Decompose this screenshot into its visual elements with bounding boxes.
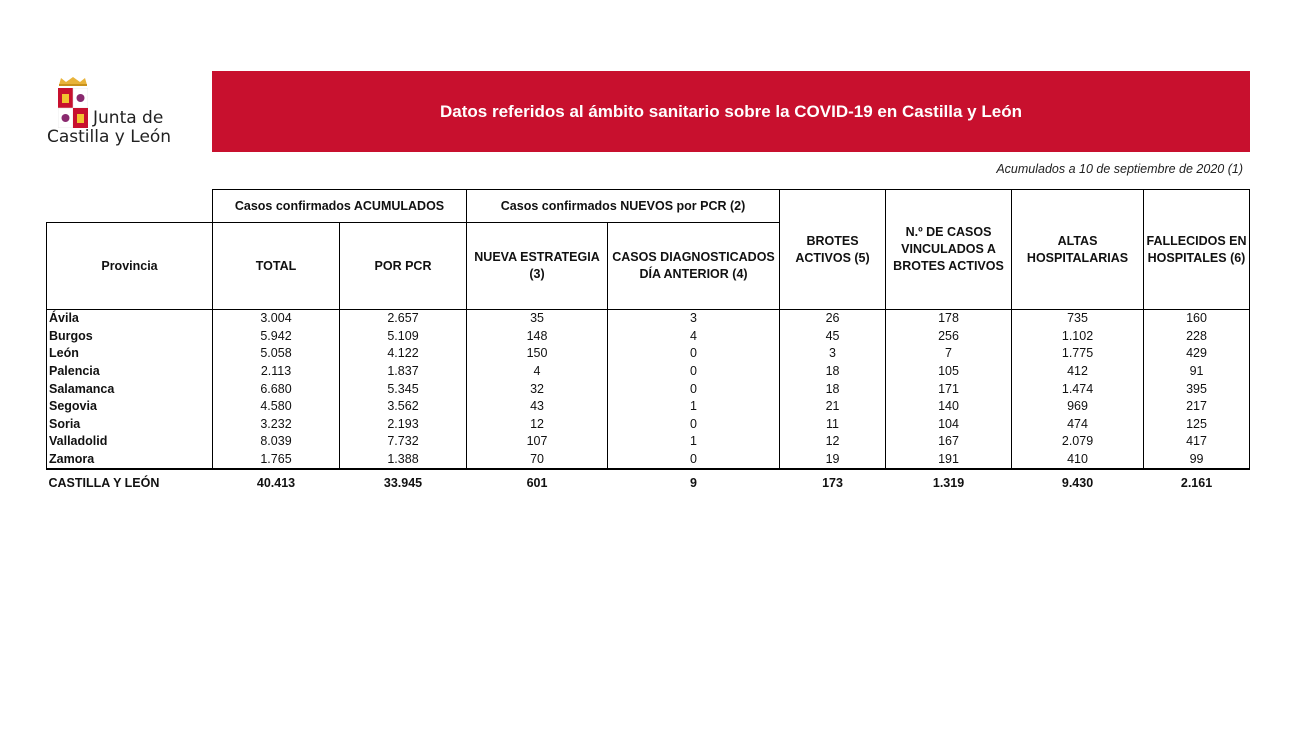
table-cell: 2.113 [213, 363, 340, 381]
total-cell: 33.945 [340, 469, 467, 495]
table-cell: 21 [780, 398, 886, 416]
table-row [47, 380, 1250, 398]
table-cell: 125 [1144, 416, 1250, 434]
total-row [47, 469, 1250, 495]
table-cell: 474 [1012, 416, 1144, 434]
table-cell: 1.765 [213, 451, 340, 470]
table-cell: 5.345 [340, 380, 467, 398]
total-cell: 2.161 [1144, 469, 1250, 495]
table-cell: 4.580 [213, 398, 340, 416]
table-cell: 3.004 [213, 310, 340, 328]
table-cell: 7 [886, 345, 1012, 363]
table-cell: 3.562 [340, 398, 467, 416]
table-cell: 178 [886, 310, 1012, 328]
total-cell: 40.413 [213, 469, 340, 495]
table-cell: 3.232 [213, 416, 340, 434]
table-cell: 7.732 [340, 433, 467, 451]
table-cell: 8.039 [213, 433, 340, 451]
table-row [47, 345, 1250, 363]
table-cell: 167 [886, 433, 1012, 451]
table-cell: 4 [608, 328, 780, 346]
total-cell: 9 [608, 469, 780, 495]
group-header-nuevos: Casos confirmados NUEVOS por PCR (2) [467, 190, 780, 223]
province-name: Palencia [47, 363, 213, 381]
total-cell: 9.430 [1012, 469, 1144, 495]
table-cell: 148 [467, 328, 608, 346]
table-cell: 2.193 [340, 416, 467, 434]
table-cell: 1 [608, 433, 780, 451]
table-cell: 140 [886, 398, 1012, 416]
province-name: Valladolid [47, 433, 213, 451]
table-cell: 969 [1012, 398, 1144, 416]
province-name: Segovia [47, 398, 213, 416]
table-cell: 4.122 [340, 345, 467, 363]
col-header-fallecidos: FALLECIDOS EN HOSPITALES (6) [1144, 190, 1250, 310]
table-cell: 70 [467, 451, 608, 470]
table-cell: 2.079 [1012, 433, 1144, 451]
page-title: Datos referidos al ámbito sanitario sobre la COVID-19 en Castilla y León [440, 101, 1022, 121]
total-cell: 1.319 [886, 469, 1012, 495]
table-cell: 104 [886, 416, 1012, 434]
table-cell: 3 [608, 310, 780, 328]
col-header-altas: ALTAS HOSPITALARIAS [1012, 190, 1144, 310]
total-cell: 601 [467, 469, 608, 495]
table-row [47, 310, 1250, 328]
table-cell: 99 [1144, 451, 1250, 470]
table-cell: 12 [467, 416, 608, 434]
table-row [47, 328, 1250, 346]
table-cell: 2.657 [340, 310, 467, 328]
table-cell: 5.109 [340, 328, 467, 346]
table-cell: 735 [1012, 310, 1144, 328]
total-label: CASTILLA Y LEÓN [47, 469, 213, 495]
table-cell: 429 [1144, 345, 1250, 363]
table-cell: 417 [1144, 433, 1250, 451]
table-cell: 32 [467, 380, 608, 398]
table-cell: 1.775 [1012, 345, 1144, 363]
table-cell: 19 [780, 451, 886, 470]
table-cell: 18 [780, 363, 886, 381]
table-cell: 105 [886, 363, 1012, 381]
col-header-total: TOTAL [213, 223, 340, 310]
covid-data-table [46, 189, 1250, 495]
total-cell: 173 [780, 469, 886, 495]
col-header-brotes: BROTES ACTIVOS (5) [780, 190, 886, 310]
table-cell: 107 [467, 433, 608, 451]
table-cell: 0 [608, 345, 780, 363]
table-cell: 3 [780, 345, 886, 363]
table-cell: 410 [1012, 451, 1144, 470]
province-name: León [47, 345, 213, 363]
table-cell: 1.102 [1012, 328, 1144, 346]
logo-text-line1: Junta de [93, 108, 164, 128]
table-cell: 217 [1144, 398, 1250, 416]
table-cell: 0 [608, 380, 780, 398]
province-name: Zamora [47, 451, 213, 470]
table-row [47, 451, 1250, 470]
table-cell: 412 [1012, 363, 1144, 381]
table-cell: 5.058 [213, 345, 340, 363]
table-cell: 5.942 [213, 328, 340, 346]
table-cell: 18 [780, 380, 886, 398]
table-cell: 35 [467, 310, 608, 328]
table-cell: 191 [886, 451, 1012, 470]
col-header-por-pcr: POR PCR [340, 223, 467, 310]
table-cell: 0 [608, 363, 780, 381]
table-cell: 11 [780, 416, 886, 434]
table-cell: 26 [780, 310, 886, 328]
crown-icon [58, 76, 88, 86]
table-cell: 4 [467, 363, 608, 381]
table-cell: 45 [780, 328, 886, 346]
table-cell: 12 [780, 433, 886, 451]
province-name: Soria [47, 416, 213, 434]
table-cell: 1.837 [340, 363, 467, 381]
table-cell: 1.388 [340, 451, 467, 470]
table-row [47, 398, 1250, 416]
title-banner [212, 71, 1250, 152]
col-header-dia-anterior: CASOS DIAGNOSTICADOS DÍA ANTERIOR (4) [608, 223, 780, 310]
col-header-nueva-estrategia: NUEVA ESTRATEGIA (3) [467, 223, 608, 310]
table-cell: 0 [608, 416, 780, 434]
col-header-casos-vinculados: N.º DE CASOS VINCULADOS A BROTES ACTIVOS [886, 190, 1012, 310]
col-header-provincia: Provincia [47, 223, 213, 310]
table-cell: 43 [467, 398, 608, 416]
table-cell: 150 [467, 345, 608, 363]
table-cell: 171 [886, 380, 1012, 398]
coat-of-arms-icon [58, 88, 88, 128]
province-name: Burgos [47, 328, 213, 346]
table-cell: 91 [1144, 363, 1250, 381]
table-row [47, 433, 1250, 451]
table-cell: 0 [608, 451, 780, 470]
table-cell: 395 [1144, 380, 1250, 398]
table-cell: 160 [1144, 310, 1250, 328]
table-row [47, 416, 1250, 434]
province-name: Salamanca [47, 380, 213, 398]
group-header-acumulados: Casos confirmados ACUMULADOS [213, 190, 467, 223]
table-cell: 228 [1144, 328, 1250, 346]
junta-logo [46, 76, 206, 150]
table-cell: 1 [608, 398, 780, 416]
date-note: Acumulados a 10 de septiembre de 2020 (1) [996, 162, 1243, 176]
table-row [47, 363, 1250, 381]
table-cell: 6.680 [213, 380, 340, 398]
table-cell: 1.474 [1012, 380, 1144, 398]
province-name: Ávila [47, 310, 213, 328]
table-cell: 256 [886, 328, 1012, 346]
logo-text-line2: Castilla y León [47, 127, 172, 147]
